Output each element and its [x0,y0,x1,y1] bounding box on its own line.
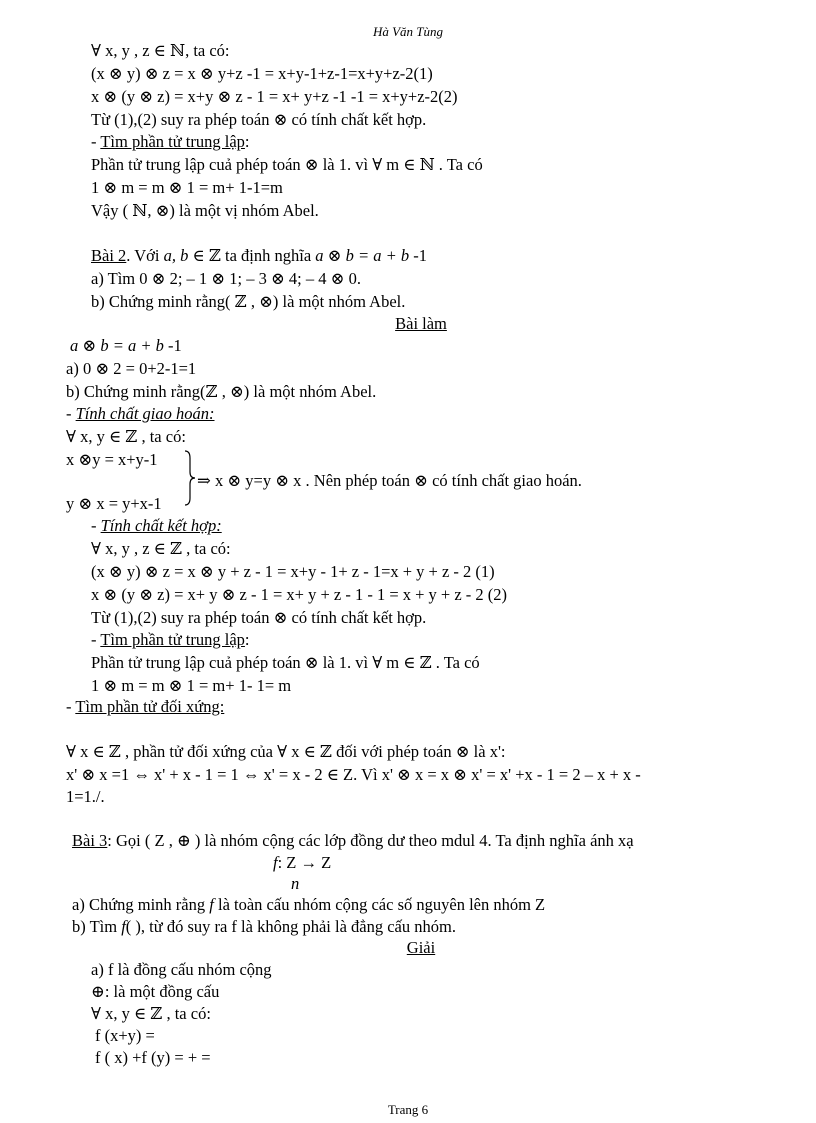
text-line: (x ⊗ y) ⊗ z = x ⊗ y+z -1 = x+y-1+z-1=x+y+z-2(1) [91,64,433,83]
colon: : [244,630,250,649]
text-line: x ⊗ (y ⊗ z) = x+ y ⊗ z - 1 = x+ y + z - 1 - 1 = x + y + z - 2 (2) [91,585,508,604]
section-heading [66,404,215,424]
text-line: b) Chứng minh rằng(ℤ , ⊗) là một nhóm Abel. [66,382,377,401]
text: b) Tìm [72,917,122,936]
text-line: 1 ⊗ m = m ⊗ 1 = m+ 1- 1= m [91,676,292,695]
text-line: Phần tử trung lập cuả phép toán ⊗ là 1. vì ∀ m ∈ ℤ . Ta có [91,653,480,672]
dash: - [91,516,101,535]
text-line: ⊕: là một đồng cấu [91,982,220,1001]
text-line: ∀ x, y , z ∈ ℕ, ta có: [91,41,230,60]
text: là toàn cấu nhóm cộng các số nguyên lên nhóm Z [213,895,546,914]
dash: - [66,697,76,716]
dash: - [91,132,101,151]
text: a) Chứng minh rằng [72,895,210,914]
text-line: Phần tử trung lập cuả phép toán ⊗ là 1. vì ∀ m ∈ ℕ . Ta có [91,155,483,174]
colon: : [244,132,250,151]
text-line: Từ (1),(2) suy ra phép toán ⊗ có tính chất kết hợp. [91,608,427,627]
text-line: x ⊗ (y ⊗ z) = x+y ⊗ z - 1 = x+ y+z -1 -1 = x+y+z-2(2) [91,87,458,106]
text-line: ∀ x, y , z ∈ ℤ , ta có: [91,539,231,558]
text-line: b) Chứng minh rằng( ℤ , ⊗) là một nhóm Abel. [91,292,406,311]
section-heading [91,630,250,650]
text-line: f (x+y) = [95,1026,155,1045]
text: : Gọi ( Z , ⊕ ) là nhóm cộng các lớp đồng dư theo mdul 4. Ta định nghĩa ánh xạ [107,831,634,850]
heading-text: Tìm phần tử trung lập [100,630,245,649]
exercise-label: Bài 2 [91,246,127,265]
math: f [121,917,126,936]
text: -1 [409,246,427,265]
text-line: y ⊗ x = y+x-1 [66,494,162,513]
heading-text: Tìm phần tử trung lập [100,132,245,151]
math-line: n [291,874,300,893]
exercise-title [72,831,634,851]
text-line: Từ (1),(2) suy ra phép toán ⊗ có tính chất kết hợp. [91,110,427,129]
text-line: ∀ x, y ∈ ℤ , ta có: [91,1004,211,1023]
dash: - [91,630,101,649]
heading-text: Tìm phần tử đối xứng: [75,697,225,716]
text-line: a) 0 ⊗ 2 = 0+2-1=1 [66,359,197,378]
math: a ⊗ b = a + b [315,246,410,265]
heading-text: Tính chất giao hoán: [75,404,215,423]
text: -1 [163,336,182,355]
text: : Z → Z [277,853,332,872]
section-title: Bài làm [395,314,447,333]
text-line: 1=1./. [66,787,105,806]
math: f [209,895,214,914]
section-title: Giải [406,938,436,957]
text-line: 1 ⊗ m = m ⊗ 1 = m+ 1-1=m [91,178,283,197]
page-header: Hà Văn Tùng [372,24,444,39]
section-heading [91,132,250,152]
text-line: f ( x) +f (y) = + = [95,1048,211,1067]
section-heading [66,697,224,717]
text-line: Vậy ( ℕ, ⊗) là một vị nhóm Abel. [91,201,319,220]
exercise-label: Bài 3 [72,831,108,850]
brace-icon [184,450,196,506]
text-line: ∀ x, y ∈ ℤ , ta có: [66,427,186,446]
math: a ⊗ b = a + b [70,336,164,355]
text: ( ), từ đó suy ra f là không phải là đẳng cấu nhóm. [125,917,456,936]
dash: - [66,404,76,423]
text-line: a) Tìm 0 ⊗ 2; – 1 ⊗ 1; – 3 ⊗ 4; – 4 ⊗ 0. [91,269,361,288]
text-line: (x ⊗ y) ⊗ z = x ⊗ y + z - 1 = x+y - 1+ z - 1=x + y + z - 2 (1) [91,562,495,581]
text: . Với [126,246,164,265]
exercise-title [91,246,427,266]
text-line [72,917,456,937]
text-line: ∀ x ∈ ℤ , phần tử đối xứng của ∀ x ∈ ℤ đối với phép toán ⊗ là x': [66,742,506,761]
page-footer: Trang 6 [387,1102,429,1117]
text-line: ⇒ x ⊗ y=y ⊗ x . Nên phép toán ⊗ có tính chất giao hoán. [197,471,582,490]
text-line: x' ⊗ x =1 ⇔ x' + x - 1 = 1 ⇔ x' = x - 2 ∈ Z. Vì x' ⊗ x = x ⊗ x' = x' +x - 1 = 2 – x + x - [66,765,641,784]
math: f [273,853,278,872]
text-line [72,895,545,915]
text-line: x ⊗y = x+y-1 [66,450,158,469]
math: a, b [163,246,189,265]
heading-text: Tính chất kết hợp: [100,516,222,535]
math-line [273,853,331,873]
text-line [70,336,182,356]
text: ∈ ℤ ta định nghĩa [188,246,316,265]
section-heading [91,516,222,536]
text-line: a) f là đồng cấu nhóm cộng [91,960,272,979]
